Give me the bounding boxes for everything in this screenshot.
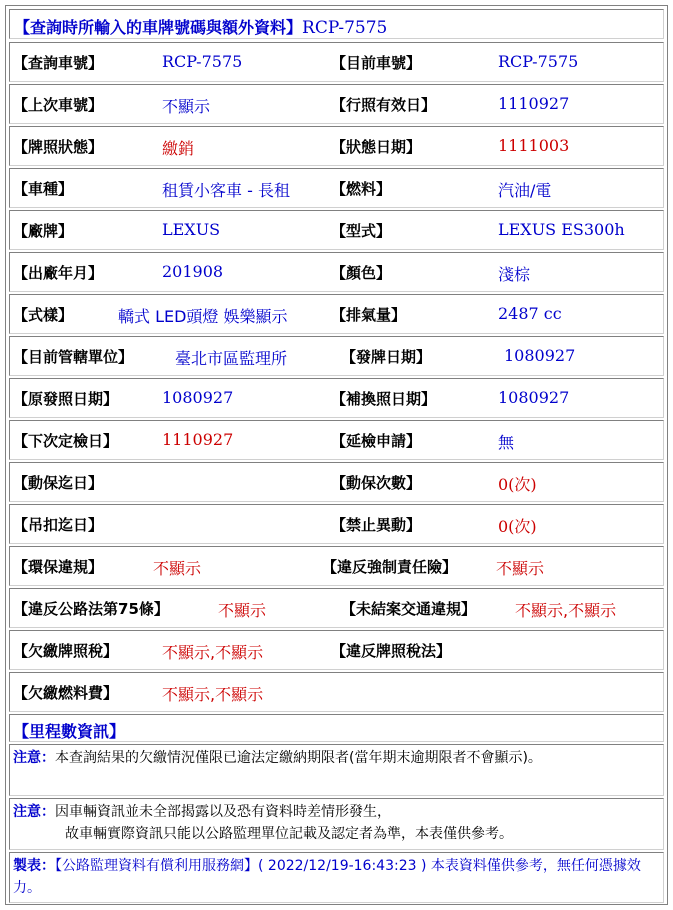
vehicle-info-table bbox=[5, 5, 668, 905]
value-displacement: 2487 cc bbox=[498, 304, 562, 323]
value-fuel: 汽油/電 bbox=[498, 181, 552, 200]
label-suspension-expiry: 【吊扣迄日】 bbox=[13, 516, 104, 534]
label-query-plate: 【查詢車號】 bbox=[13, 54, 104, 72]
label-license-tax-violation: 【違反牌照稅法】 bbox=[331, 642, 452, 660]
row-highway-law-violation bbox=[9, 588, 664, 628]
value-open-traffic-violations: 不顯示,不顯示 bbox=[515, 601, 617, 620]
note-arrears-body: 本查詢結果的欠繳情況僅限已逾法定繳納期限者(當年期末逾期限者不會顯示)。 bbox=[55, 750, 542, 766]
value-vehicle-type: 租賃小客車 - 長租 bbox=[162, 181, 290, 200]
label-unpaid-license-tax: 【欠繳牌照稅】 bbox=[13, 642, 119, 660]
value-license-valid-date: 1110927 bbox=[498, 94, 570, 113]
row-previous-plate bbox=[9, 84, 664, 124]
value-lien-count: 0(次) bbox=[498, 475, 537, 494]
label-issue-date: 【發牌日期】 bbox=[341, 348, 432, 366]
label-body-style: 【式樣】 bbox=[13, 306, 74, 324]
value-manufacture-date: 201908 bbox=[162, 262, 224, 281]
note-disclaimer-label: 注意： bbox=[13, 804, 55, 820]
note-disclaimer bbox=[9, 798, 664, 850]
row-plate-status bbox=[9, 126, 664, 166]
label-fuel: 【燃料】 bbox=[331, 180, 392, 198]
value-status-date: 1111003 bbox=[498, 136, 570, 155]
label-transfer-ban: 【禁止異動】 bbox=[331, 516, 422, 534]
value-insurance-violation: 不顯示 bbox=[496, 559, 545, 578]
row-manufacture-date bbox=[9, 252, 664, 292]
row-original-license-date bbox=[9, 378, 664, 418]
footer-text bbox=[10, 853, 663, 899]
row-unpaid-fuel-fee bbox=[9, 672, 664, 712]
note-arrears-text bbox=[10, 745, 663, 769]
value-original-license-date: 1080927 bbox=[162, 388, 234, 407]
label-replacement-date: 【補換照日期】 bbox=[331, 390, 437, 408]
value-transfer-ban: 0(次) bbox=[498, 517, 537, 536]
note-arrears-label: 注意： bbox=[13, 750, 55, 766]
value-unpaid-fuel-fee: 不顯示,不顯示 bbox=[162, 685, 264, 704]
row-query-plate bbox=[9, 42, 664, 82]
label-license-valid-date: 【行照有效日】 bbox=[331, 96, 437, 114]
value-replacement-date: 1080927 bbox=[498, 388, 570, 407]
row-jurisdiction bbox=[9, 336, 664, 376]
label-environmental-violation: 【環保違規】 bbox=[13, 558, 104, 576]
label-lien-expiry: 【動保迄日】 bbox=[13, 474, 104, 492]
query-title bbox=[14, 15, 387, 38]
value-color: 淺棕 bbox=[498, 265, 531, 284]
row-lien-expiry bbox=[9, 462, 664, 502]
label-jurisdiction: 【目前管轄單位】 bbox=[13, 348, 134, 366]
label-next-inspection: 【下次定檢日】 bbox=[13, 432, 119, 450]
value-next-inspection: 1110927 bbox=[162, 430, 234, 449]
label-open-traffic-violations: 【未結案交通違規】 bbox=[341, 600, 477, 618]
label-vehicle-type: 【車種】 bbox=[13, 180, 74, 198]
note-arrears bbox=[9, 744, 664, 796]
label-insurance-violation: 【違反強制責任險】 bbox=[322, 558, 458, 576]
value-current-plate: RCP-7575 bbox=[498, 52, 579, 71]
label-plate-status: 【牌照狀態】 bbox=[13, 138, 104, 156]
label-model: 【型式】 bbox=[331, 222, 392, 240]
query-title-row bbox=[9, 9, 664, 39]
value-previous-plate: 不顯示 bbox=[162, 97, 211, 116]
value-inspection-extension: 無 bbox=[498, 433, 515, 452]
value-brand: LEXUS bbox=[162, 220, 221, 239]
note-disclaimer-line1: 因車輛資訊並未全部揭露以及恐有資料時差情形發生， bbox=[55, 804, 391, 820]
value-unpaid-license-tax: 不顯示,不顯示 bbox=[162, 643, 264, 662]
value-jurisdiction: 臺北市區監理所 bbox=[175, 349, 288, 368]
mileage-header-row bbox=[9, 714, 664, 742]
label-unpaid-fuel-fee: 【欠繳燃料費】 bbox=[13, 684, 119, 702]
value-environmental-violation: 不顯示 bbox=[153, 559, 202, 578]
query-title-label: 【查詢時所輸入的車牌號碼與額外資料】 bbox=[14, 18, 303, 37]
label-inspection-extension: 【延檢申請】 bbox=[331, 432, 422, 450]
label-displacement: 【排氣量】 bbox=[331, 306, 407, 324]
note-disclaimer-line2: 故車輛實際資訊只能以公路監理單位記載及認定者為準，本表僅供參考。 bbox=[65, 826, 513, 842]
footer-label: 製表： bbox=[13, 858, 55, 874]
label-highway-law-violation: 【違反公路法第75條】 bbox=[13, 600, 169, 618]
row-environmental-violation bbox=[9, 546, 664, 586]
label-current-plate: 【目前車號】 bbox=[331, 54, 422, 72]
row-brand bbox=[9, 210, 664, 250]
value-body-style: 轎式 LED頭燈 娛樂顯示 bbox=[118, 307, 288, 326]
query-title-plate: RCP-7575 bbox=[302, 18, 388, 38]
label-lien-count: 【動保次數】 bbox=[331, 474, 422, 492]
label-previous-plate: 【上次車號】 bbox=[13, 96, 104, 114]
label-manufacture-date: 【出廠年月】 bbox=[13, 264, 104, 282]
value-model: LEXUS ES300h bbox=[498, 220, 625, 239]
label-status-date: 【狀態日期】 bbox=[331, 138, 422, 156]
label-color: 【顏色】 bbox=[331, 264, 392, 282]
row-unpaid-license-tax bbox=[9, 630, 664, 670]
footer bbox=[9, 852, 664, 903]
value-highway-law-violation: 不顯示 bbox=[218, 601, 267, 620]
label-original-license-date: 【原發照日期】 bbox=[13, 390, 119, 408]
value-issue-date: 1080927 bbox=[504, 346, 576, 365]
value-query-plate: RCP-7575 bbox=[162, 52, 243, 71]
label-brand: 【廠牌】 bbox=[13, 222, 74, 240]
row-suspension-expiry bbox=[9, 504, 664, 544]
footer-body: 【公路監理資料有償利用服務網】( 2022/12/19-16:43:23 ) 本表資料僅供參考，無任何憑據效力。 bbox=[13, 858, 641, 896]
mileage-header: 【里程數資訊】 bbox=[13, 722, 126, 741]
row-next-inspection bbox=[9, 420, 664, 460]
value-plate-status: 繳銷 bbox=[162, 139, 195, 158]
note-disclaimer-text bbox=[10, 799, 663, 845]
row-vehicle-type bbox=[9, 168, 664, 208]
row-body-style bbox=[9, 294, 664, 334]
